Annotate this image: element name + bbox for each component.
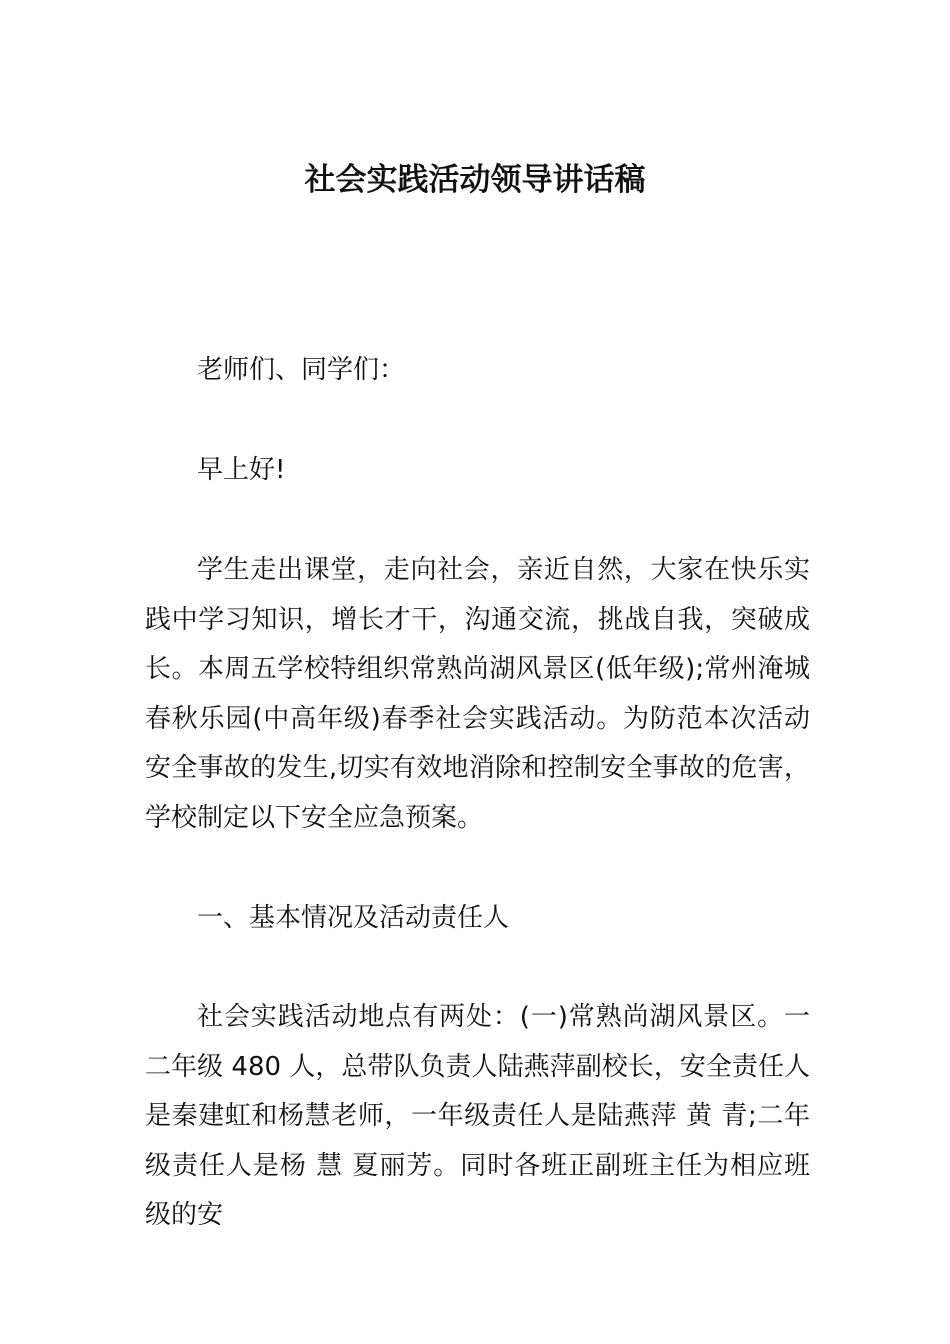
intro-paragraph: 学生走出课堂，走向社会，亲近自然，大家在快乐实践中学习知识，增长才干，沟通交流，挑战自我，突破成长。本周五学校特组织常熟尚湖风景区(低年级);常州淹城春秋乐园(中高年级)春季社会实践活动。为防范本次活动安全事故的发生,切实有效地消除和控制安全事故的危害，学校制定以下安全应急预案。 [145,555,810,833]
greeting-morning: 早上好! [197,455,286,485]
document-title: 社会实践活动领导讲话稿 [304,162,646,198]
greeting-audience: 老师们、同学们： [197,355,406,385]
section-body-paragraph: 社会实践活动地点有两处：(一)常熟尚湖风景区。一二年级 480 人，总带队负责人陆燕萍副校长，安全责任人是秦建虹和杨慧老师，一年级责任人是陆燕萍 黄 青;二年级责任人是杨 慧 夏丽芳。同时各班正副班主任为相应班级的安 [145,1002,810,1231]
section-heading: 一、基本情况及活动责任人 [197,903,510,933]
